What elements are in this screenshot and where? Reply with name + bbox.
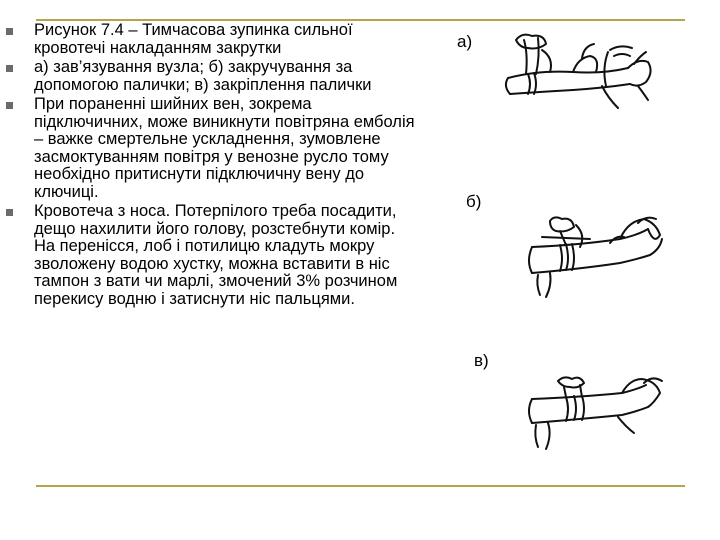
tourniquet-illustration-b	[520, 215, 670, 300]
bullet-text: При пораненні шийних вен, зокрема підключичних, може виникнути повітряна емболія – важке смертельне ускладнення, зумовлене засмоктуванням повітря у венозне русло тому необхідно притиснути підключичну вену до ключиці.	[34, 95, 415, 201]
tourniquet-illustration-c	[522, 375, 672, 460]
bullet-list	[6, 22, 416, 310]
figure-label-a: а)	[457, 32, 473, 51]
bullet-text: а) зав’язування вузла; б) закручування за допомогою палички; в) закріплення палички	[34, 58, 372, 94]
bullet-marker	[6, 65, 13, 72]
tourniquet-illustration-a	[498, 28, 658, 118]
bullet-text: Рисунок 7.4 – Тимчасова зупинка сильної кровотечі накладанням закрутки	[34, 21, 353, 57]
bullet-item-steps	[6, 59, 416, 94]
bullet-marker	[6, 209, 13, 216]
figure-label-b: б)	[466, 192, 482, 211]
bullet-text: Кровотеча з носа. Потерпілого треба посадити, дещо нахилити його голову, розстебнути комір. На перенісся, лоб і потилицю кладуть мокру зволожену водою хустку, можна вставити в ніс тампон з вати чи марлі, змочений 3% розчином перекису водню і затиснути ніс пальцями.	[34, 202, 398, 308]
bullet-item-nosebleed	[6, 203, 416, 308]
bullet-item-figure-caption	[6, 22, 416, 57]
bottom-rule	[36, 485, 685, 487]
figure-label-c: в)	[474, 351, 489, 370]
bullet-marker	[6, 28, 13, 35]
bullet-item-neck-veins	[6, 96, 416, 201]
bullet-marker	[6, 102, 13, 109]
